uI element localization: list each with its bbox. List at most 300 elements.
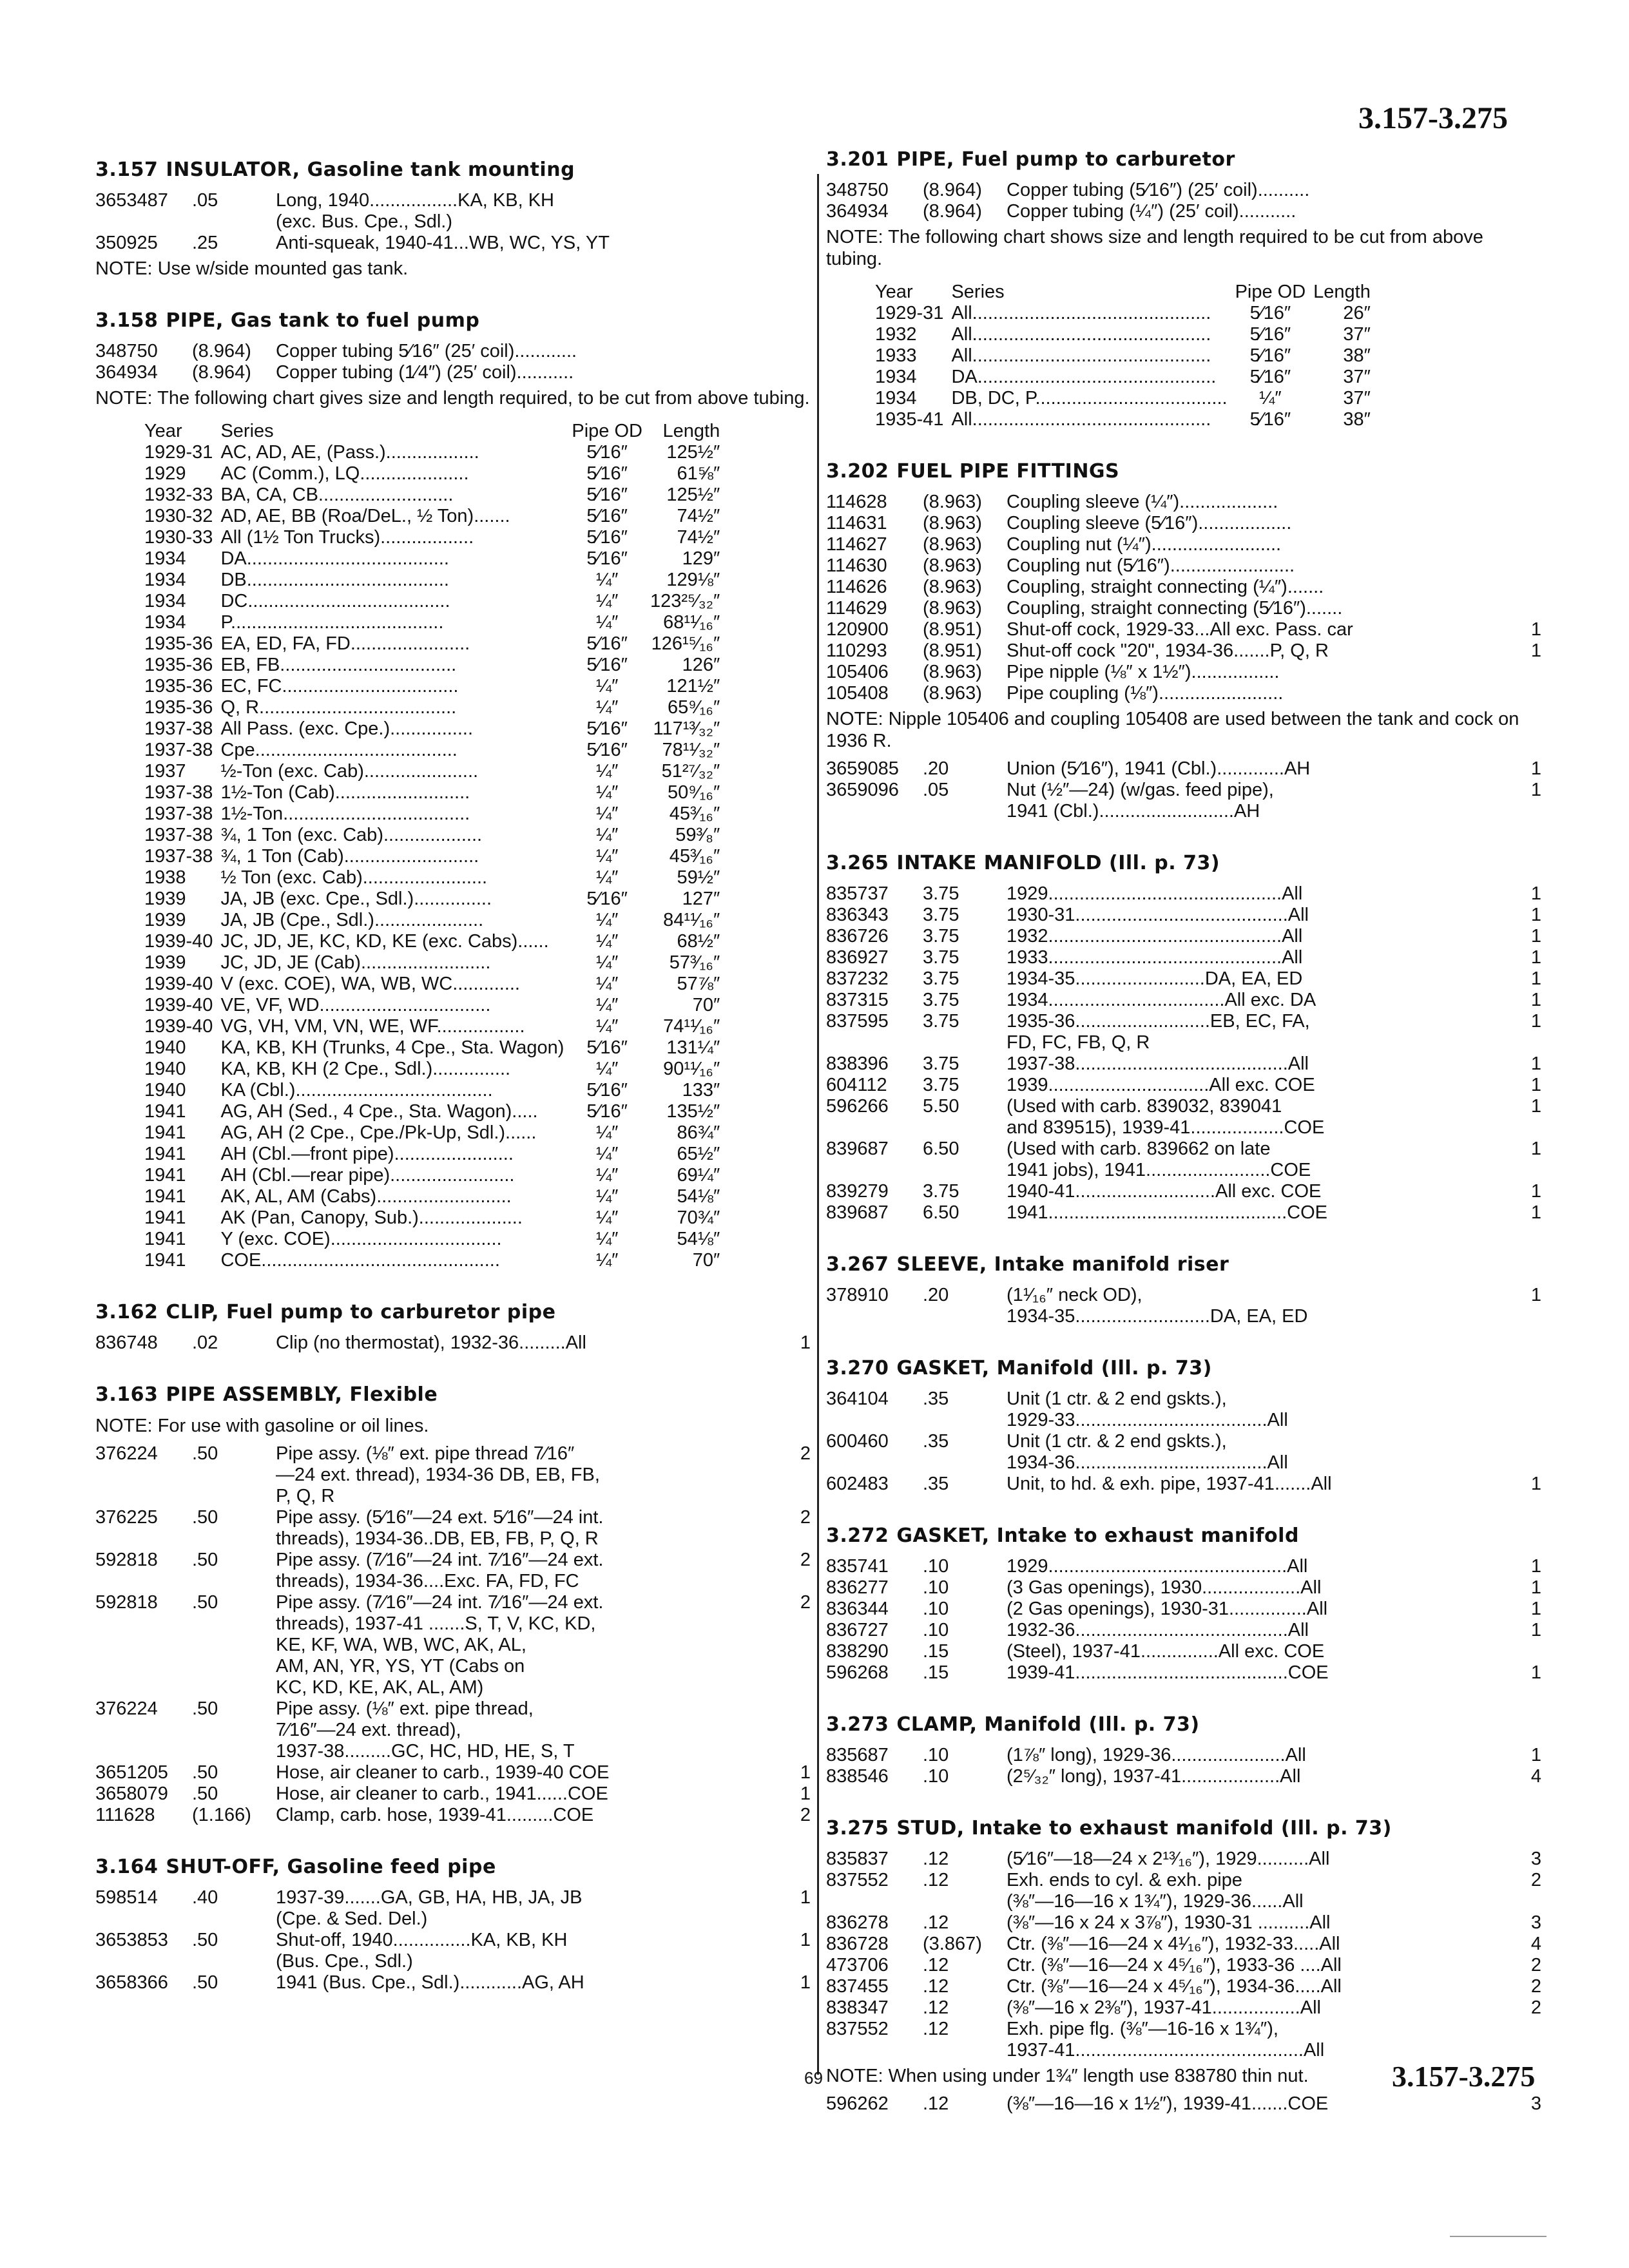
part-price: (8.963) [923,534,982,555]
part-quantity: 1 [1530,1662,1541,1683]
chart-cell-year: 1941 [144,1229,186,1249]
chart-cell-pipe-od: 5⁄16″ [1249,324,1291,345]
chart-cell-length: 26″ [1343,303,1371,323]
part-description: (1¹⁄₁₆″ neck OD), 1934-35..........................DA, EA, ED [1007,1285,1308,1327]
chart-cell-year: 1939 [144,910,186,930]
chart-cell-series: Q, R...................................... [220,697,457,718]
part-row [826,683,1541,704]
chart-cell-length: 68½″ [677,931,720,952]
note-text: NOTE: For use with gasoline or oil lines. [95,1416,429,1436]
chart-cell-length: 123²⁵⁄₃₂″ [650,591,720,611]
chart-cell-series: ½ Ton (exc. Cab)........................ [220,867,488,888]
chart-row [140,995,724,1016]
part-row [826,180,1541,201]
chart-row [140,782,724,803]
part-price: 3.75 [923,905,959,925]
chart-cell-pipe-od: ¼″ [595,1229,619,1249]
part-row [95,1550,811,1592]
chart-header-length: Length [662,421,720,441]
part-price: .02 [192,1332,218,1353]
chart-cell-pipe-od: ¼″ [595,697,619,718]
part-quantity [1509,2019,1541,2061]
scan-mark [1450,2236,1547,2237]
part-quantity: 4 [1530,1934,1541,1954]
section-name: INSULATOR, Gasoline tank mounting [166,159,575,181]
part-row [95,1332,811,1354]
chart-cell-pipe-od: ¼″ [595,1059,619,1079]
chart-row [140,1165,724,1186]
part-description: 1934-35.........................DA, EA, ED [1007,968,1303,989]
section-name: SLEEVE, Intake manifold riser [896,1253,1229,1276]
part-price: 3.75 [923,1181,959,1202]
chart-row [140,718,724,740]
part-row [826,780,1541,822]
part-row [826,1870,1541,1912]
part-price: (3.867) [923,1934,982,1954]
chart-cell-year: 1929-31 [875,303,944,323]
part-number: 836727 [826,1620,889,1640]
chart-cell-pipe-od: 5⁄16″ [586,442,628,463]
part-row [826,1431,1541,1474]
part-description: 1940-41...........................All exc. COE [1007,1181,1322,1202]
part-description: (⅜″—16 x 24 x 3⅞″), 1930-31 ..........All [1007,1912,1331,1933]
chart-header-length: Length [1313,282,1371,302]
part-number: 592818 [95,1550,158,1570]
part-price: (8.964) [192,341,251,361]
part-number: 604112 [826,1075,887,1095]
part-number: 348750 [826,180,889,200]
part-number: 835687 [826,1745,889,1765]
part-quantity: 1 [1530,905,1541,925]
section-number: 3.162 [95,1301,159,1323]
section-name: CLAMP, Manifold (Ill. p. 73) [896,1713,1200,1736]
chart-row [140,846,724,867]
section-number: 3.270 [826,1357,889,1379]
chart-cell-pipe-od: ¼″ [595,803,619,824]
section-title [95,159,811,181]
chart-cell-pipe-od: 5⁄16″ [586,1037,628,1058]
chart-cell-pipe-od: 5⁄16″ [1249,409,1291,430]
section-3-202 [826,460,1541,822]
part-quantity: 1 [800,1887,811,1908]
chart-cell-length: 70″ [692,1250,720,1271]
chart-cell-year: 1937 [144,761,186,782]
part-quantity: 1 [1530,1474,1541,1494]
part-quantity: 1 [1530,883,1541,904]
chart-cell-length: 121½″ [666,676,720,697]
part-quantity [1509,201,1541,222]
chart-cell-year: 1940 [144,1059,186,1079]
chart-cell-length: 117¹³⁄₃₂″ [653,718,720,739]
chart-cell-year: 1941 [144,1165,186,1186]
section-3-265 [826,852,1541,1224]
chart-cell-length: 133″ [682,1080,720,1100]
chart-cell-pipe-od: 5⁄16″ [586,740,628,760]
section-title [826,460,1541,483]
part-number: 835737 [826,883,889,904]
chart-cell-series: AC, AD, AE, (Pass.).................. [220,442,479,463]
part-price: .15 [923,1662,949,1683]
chart-row [140,570,724,591]
part-number: 105408 [826,683,889,704]
chart-row [871,324,1374,345]
part-row [826,640,1541,662]
part-number: 596268 [826,1662,889,1683]
part-description: 1939-41.........................................COE [1007,1662,1329,1683]
chart-cell-pipe-od: 5⁄16″ [586,548,628,569]
part-description: Pipe coupling (⅛″)........................ [1007,683,1284,704]
part-description: Nut (½″—24) (w/gas. feed pipe), 1941 (Cbl.)..........................AH [1007,780,1274,822]
part-description: (3 Gas openings), 1930...................All [1007,1577,1322,1598]
note-text: NOTE: Use w/side mounted gas tank. [95,258,409,279]
chart-row [871,409,1374,430]
part-price: .12 [923,1849,949,1869]
chart-cell-series: COE.............................................. [220,1250,500,1271]
chart-cell-pipe-od: 5⁄16″ [586,463,628,484]
part-row [826,1053,1541,1075]
chart-cell-series: AH (Cbl.—front pipe)....................... [220,1144,514,1164]
part-number: 838347 [826,1997,889,2018]
section-number: 3.163 [95,1383,159,1406]
chart-cell-length: 74½″ [677,506,720,526]
chart-cell-series: ¾, 1 Ton (Cab).......................... [220,846,479,867]
note-text: NOTE: The following chart shows size and length required to be cut from above tubing. [826,227,1483,269]
part-quantity: 1 [1530,1202,1541,1223]
part-price: .50 [192,1443,218,1464]
part-description: (Used with carb. 839032, 839041 and 839515), 1939-41..................COE [1007,1096,1325,1138]
part-price: .20 [923,1285,949,1305]
part-description: (1⅞″ long), 1929-36......................All [1007,1745,1306,1765]
part-description: Pipe assy. (⅛″ ext. pipe thread, 7⁄16″—24 ext. thread), 1937-38.........GC, HC, HD, HE, S, T [276,1698,575,1762]
chart-cell-series: JC, JD, JE (Cab)......................... [220,952,491,973]
chart-cell-year: 1934 [144,612,186,633]
part-row [826,598,1541,619]
chart-cell-year: 1934 [875,367,917,387]
part-description: 1937-38.........................................All [1007,1053,1309,1074]
part-number: 600460 [826,1431,889,1452]
chart-row [140,952,724,974]
chart-cell-pipe-od: 5⁄16″ [586,633,628,654]
part-description: Clamp, carb. hose, 1939-41.........COE [276,1805,594,1825]
part-description: 1941 (Bus. Cpe., Sdl.)............AG, AH [276,1972,584,1993]
chart-cell-length: 45³⁄₁₆″ [669,803,720,824]
part-quantity [1509,1641,1541,1662]
part-number: 837595 [826,1011,889,1032]
part-price: .50 [192,1972,218,1993]
chart-cell-series: BA, CA, CB.......................... [220,485,454,505]
section-3-158 [95,309,811,1271]
chart-cell-length: 38″ [1343,345,1371,366]
chart-cell-series: ½-Ton (exc. Cab)...................... [220,761,479,782]
chart-cell-year: 1941 [144,1101,186,1122]
chart-cell-year: 1934 [144,548,186,569]
part-number: 839687 [826,1139,889,1159]
chart-cell-length: 70″ [692,995,720,1015]
part-row [95,1783,811,1805]
part-number: 836343 [826,905,889,925]
part-row [95,1887,811,1930]
chart-cell-year: 1941 [144,1250,186,1271]
part-row [95,1507,811,1550]
part-row [826,1934,1541,1955]
part-quantity: 2 [800,1592,811,1613]
section-title [826,1713,1541,1736]
part-description: Hose, air cleaner to carb., 1939-40 COE [276,1762,610,1783]
part-quantity: 1 [1530,1011,1541,1032]
part-row [95,1972,811,1994]
chart-cell-year: 1934 [875,388,917,408]
chart-cell-series: V (exc. COE), WA, WB, WC............. [220,974,520,994]
part-description: Shut-off cock, 1929-33...All exc. Pass. car [1007,619,1353,640]
chart-cell-year: 1941 [144,1122,186,1143]
chart-cell-year: 1941 [144,1144,186,1164]
part-price: 3.75 [923,947,959,968]
part-price: (8.963) [923,683,982,704]
part-description: 1929..............................................All [1007,1556,1308,1577]
part-description: Copper tubing (5⁄16″) (25′ coil).......... [1007,180,1310,200]
chart-cell-year: 1940 [144,1080,186,1100]
chart-cell-length: 57³⁄₁₆″ [669,952,720,973]
part-description: Coupling, straight connecting (¼″)....... [1007,577,1324,597]
part-price: .05 [923,780,949,800]
chart-cell-series: VE, VF, WD................................. [220,995,491,1015]
chart-cell-pipe-od: ¼″ [595,1122,619,1143]
chart-cell-length: 125½″ [666,485,720,505]
chart-cell-series: AG, AH (2 Cpe., Cpe./Pk-Up, Sdl.)...... [220,1122,537,1143]
part-description: (Used with carb. 839662 on late 1941 jobs), 1941........................COE [1007,1139,1311,1180]
part-price: .50 [192,1698,218,1719]
part-number: 376224 [95,1443,158,1464]
part-description: (Steel), 1937-41...............All exc. COE [1007,1641,1325,1662]
chart-cell-series: All.............................................. [951,303,1211,323]
part-row [826,201,1541,222]
chart-row [140,931,724,952]
part-price: .10 [923,1577,949,1598]
part-description: Shut-off, 1940...............KA, KB, KH (Bus. Cpe., Sdl.) [276,1930,568,1972]
part-price: .12 [923,1870,949,1890]
part-number: 3659096 [826,780,899,800]
chart-row [140,974,724,995]
part-description: 1935-36..........................EB, EC, FA, FD, FC, FB, Q, R [1007,1011,1310,1053]
part-price: .12 [923,2019,949,2039]
chart-cell-series: EC, FC.................................. [220,676,459,697]
part-row [95,1762,811,1783]
chart-cell-length: 54⅛″ [677,1229,720,1249]
part-row [826,1599,1541,1620]
chart-cell-year: 1937-38 [144,718,213,739]
part-price: .10 [923,1599,949,1619]
chart-cell-length: 78¹¹⁄₃₂″ [662,740,720,760]
part-row [826,577,1541,598]
chart-cell-length: 37″ [1343,324,1371,345]
chart-cell-series: JA, JB (Cpe., Sdl.)..................... [220,910,484,930]
part-number: 3651205 [95,1762,168,1783]
chart-cell-pipe-od: 5⁄16″ [586,889,628,909]
chart-cell-year: 1935-36 [144,697,213,718]
part-price: 3.75 [923,1075,959,1095]
part-number: 837552 [826,2019,889,2039]
chart-cell-series: ¾, 1 Ton (exc. Cab)................... [220,825,483,845]
part-quantity [1509,492,1541,513]
part-number: 114628 [826,492,887,512]
part-row [826,1096,1541,1139]
section-title [95,1856,811,1878]
part-description: Coupling nut (5⁄16″)........................ [1007,555,1295,576]
part-quantity: 1 [1530,619,1541,640]
size-chart [871,282,1374,430]
part-description: Coupling, straight connecting (5⁄16″)....... [1007,598,1343,619]
chart-cell-year: 1939-40 [144,1016,213,1037]
chart-cell-series: All.............................................. [951,409,1211,430]
chart-cell-pipe-od: ¼″ [595,591,619,611]
chart-cell-series: All.............................................. [951,345,1211,366]
chart-cell-year: 1935-36 [144,655,213,675]
part-quantity: 1 [1530,1181,1541,1202]
part-number: 837455 [826,1976,889,1997]
chart-cell-pipe-od: 5⁄16″ [586,655,628,675]
chart-cell-series: AG, AH (Sed., 4 Cpe., Sta. Wagon)..... [220,1101,538,1122]
section-title [826,1817,1541,1840]
chart-cell-year: 1937-38 [144,740,213,760]
chart-header-pipe-od: Pipe OD [572,421,642,441]
chart-cell-year: 1929 [144,463,186,484]
part-quantity: 2 [800,1443,811,1464]
part-number: 835837 [826,1849,889,1869]
part-price: .50 [192,1592,218,1613]
part-quantity: 1 [1530,947,1541,968]
part-quantity: 2 [1530,1997,1541,2018]
part-number: 350925 [95,233,158,253]
chart-cell-series: AH (Cbl.—rear pipe)........................ [220,1165,515,1186]
chart-cell-series: AK (Pan, Canopy, Sub.).................... [220,1207,523,1228]
chart-cell-year: 1937-38 [144,846,213,867]
chart-cell-series: EA, ED, FA, FD....................... [220,633,470,654]
part-quantity: 3 [1530,1912,1541,1933]
part-row [826,1389,1541,1431]
part-price: 6.50 [923,1202,959,1223]
chart-header-series: Series [951,282,1005,302]
part-row [826,990,1541,1011]
chart-cell-series: DA....................................... [220,548,449,569]
chart-cell-pipe-od: ¼″ [595,952,619,973]
part-row [826,1766,1541,1787]
part-price: 6.50 [923,1139,959,1159]
part-number: 473706 [826,1955,889,1975]
section-title [826,1253,1541,1276]
chart-cell-year: 1940 [144,1037,186,1058]
section-3-157 [95,159,811,280]
chart-cell-series: All Pass. (exc. Cpe.)................ [220,718,474,739]
part-quantity: 1 [800,1783,811,1804]
chart-row [140,633,724,655]
section-3-267 [826,1253,1541,1327]
section-name: FUEL PIPE FITTINGS [896,460,1120,483]
chart-row [140,655,724,676]
part-price: (1.166) [192,1805,251,1825]
part-quantity: 3 [1530,1849,1541,1869]
part-row [826,1139,1541,1181]
part-number: 3658366 [95,1972,168,1993]
part-quantity [1509,555,1541,577]
part-quantity: 2 [800,1805,811,1825]
part-row [826,1075,1541,1096]
section-title [95,309,811,332]
chart-cell-pipe-od: 5⁄16″ [586,1080,628,1100]
part-quantity: 1 [800,1972,811,1993]
chart-cell-length: 129⅛″ [666,570,720,590]
chart-cell-year: 1939-40 [144,995,213,1015]
section-title [826,148,1541,171]
part-price: (8.964) [192,362,251,383]
part-quantity: 1 [1530,1620,1541,1640]
part-number: 3658079 [95,1783,168,1804]
chart-cell-pipe-od: ¼″ [595,612,619,633]
chart-cell-pipe-od: ¼″ [595,910,619,930]
part-number: 838546 [826,1766,889,1787]
chart-cell-year: 1934 [144,591,186,611]
section-3-201 [826,148,1541,430]
chart-cell-series: AC (Comm.), LQ..................... [220,463,469,484]
part-price: 5.50 [923,1096,959,1117]
chart-cell-length: 37″ [1343,388,1371,408]
chart-cell-pipe-od: 5⁄16″ [586,527,628,548]
part-number: 836927 [826,947,889,968]
part-row [95,1698,811,1762]
part-row [826,1912,1541,1934]
chart-cell-pipe-od: 5⁄16″ [1249,303,1291,323]
chart-cell-year: 1937-38 [144,825,213,845]
chart-header-year: Year [875,282,913,302]
part-price: .35 [923,1474,949,1494]
part-price: .12 [923,1976,949,1997]
chart-row [140,910,724,931]
part-description: 1933.............................................All [1007,947,1303,968]
chart-row [140,548,724,570]
chart-row [140,591,724,612]
part-number: 836748 [95,1332,158,1353]
part-description: (⅜″—16 x 2⅜″), 1937-41.................All [1007,1997,1321,2018]
chart-cell-series: KA, KB, KH (Trunks, 4 Cpe., Sta. Wagon) [220,1037,564,1058]
part-number: 348750 [95,341,158,361]
chart-row [871,303,1374,324]
chart-row [140,612,724,633]
chart-row [140,889,724,910]
chart-cell-length: 90¹¹⁄₁₆″ [663,1059,720,1079]
section-name: INTAKE MANIFOLD (Ill. p. 73) [896,852,1220,874]
part-row [826,1285,1541,1327]
chart-row [871,345,1374,367]
chart-cell-length: 65⁹⁄₁₆″ [667,697,720,718]
part-description: Exh. pipe flg. (⅜″—16-16 x 1¾″), 1937-41............................................All [1007,2019,1325,2061]
chart-cell-pipe-od: ¼″ [595,974,619,994]
part-description: 1939...............................All exc. COE [1007,1075,1315,1095]
part-quantity [778,190,811,233]
part-row [826,926,1541,947]
part-quantity: 2 [800,1550,811,1570]
part-row [826,1997,1541,2019]
chart-cell-length: 38″ [1343,409,1371,430]
part-description: Ctr. (⅜″—16—24 x 4¹⁄₁₆″), 1932-33.....All [1007,1934,1340,1954]
part-number: 839687 [826,1202,889,1223]
chart-cell-length: 84¹¹⁄₁₆″ [663,910,720,930]
part-number: 836344 [826,1599,889,1619]
part-number: 839279 [826,1181,889,1202]
part-number: 114626 [826,577,887,597]
part-row [826,1577,1541,1599]
chart-cell-length: 135½″ [666,1101,720,1122]
section-number: 3.158 [95,309,159,332]
section-number: 3.164 [95,1856,159,1878]
